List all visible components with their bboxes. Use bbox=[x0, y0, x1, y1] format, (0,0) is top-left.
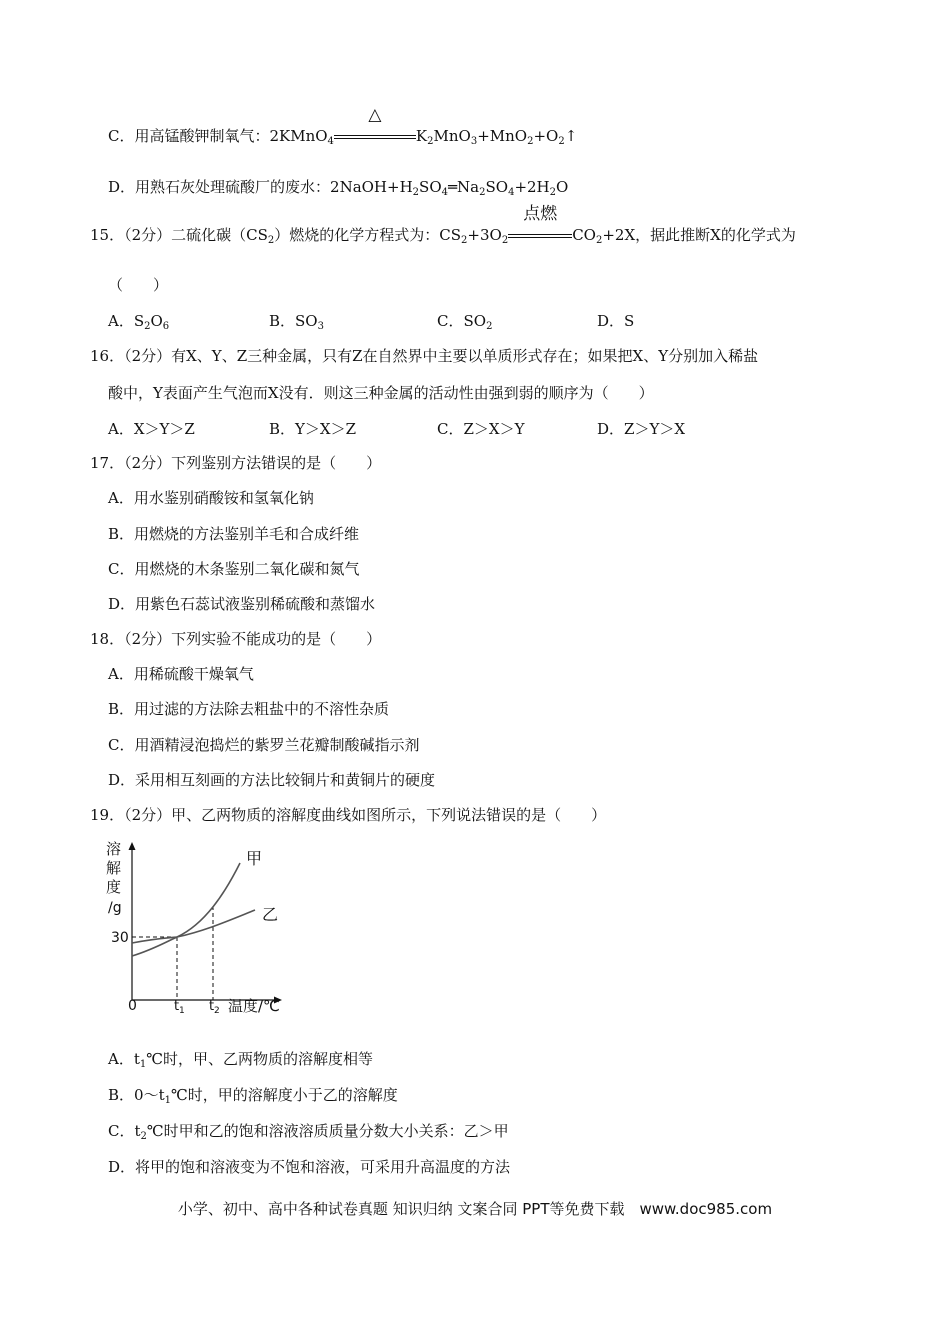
x-tick-t1-sub: 1 bbox=[179, 1006, 185, 1016]
q19-option-a: A．$t_1℃$时，甲、乙两物质的溶解度相等 bbox=[108, 1050, 374, 1070]
q15-stem: 15．（2分）二硫化碳$(CS_2)$燃烧的化学方程式为：$CS_2+3O_2$ 点燃 $CO_2+2X$，据此推断X的化学式为 bbox=[90, 204, 796, 246]
curve-jia bbox=[132, 863, 240, 956]
q18-option-b: B．用过滤的方法除去粗盐中的不溶性杂质 bbox=[108, 700, 390, 718]
q15-option-c: C．$SO_2$ bbox=[437, 312, 493, 332]
curve-label-yi: 乙 bbox=[262, 905, 279, 924]
origin-label: 0 bbox=[128, 998, 137, 1014]
q19-option-b: B．$0\sim t_1℃$时，甲的溶解度小于乙的溶解度 bbox=[108, 1086, 398, 1106]
q14-option-d: D．用熟石灰处理硫酸厂的废水：$2NaOH+H_2SO_4═Na_2SO_4+2H_2O$ bbox=[108, 178, 569, 198]
q17-option-c: C．用燃烧的木条鉴别二氧化碳和氮气 bbox=[108, 560, 360, 578]
q17-option-d: D．用紫色石蕊试液鉴别稀硫酸和蒸馏水 bbox=[108, 595, 376, 613]
gas-arrow-icon: ↑ bbox=[564, 127, 578, 145]
solubility-curve-figure bbox=[100, 838, 300, 1018]
x-tick-t1: t bbox=[174, 999, 180, 1014]
y-axis-label-char3: 度 bbox=[106, 878, 122, 896]
y-axis-label-char2: 解 bbox=[106, 859, 122, 877]
q18-option-c: C．用酒精浸泡捣烂的紫罗兰花瓣制酸碱指示剂 bbox=[108, 736, 420, 754]
y-axis-unit: /g bbox=[108, 900, 122, 916]
q15-option-d: D．S bbox=[597, 312, 635, 330]
q16-option-b: B．Y＞X＞Z bbox=[269, 420, 357, 438]
q19-option-c: C．$t_2℃$时甲和乙的饱和溶液溶质质量分数大小关系：乙＞甲 bbox=[108, 1122, 509, 1142]
x-tick-t2-sub: 2 bbox=[214, 1006, 220, 1016]
solubility-curve-svg bbox=[100, 838, 300, 1018]
y-axis-arrow-icon bbox=[129, 842, 136, 850]
q14-option-c: C．用高锰酸钾制氧气：2KMnO$_4$ △ $K_2MnO_3+MnO_2+O_2↑$ bbox=[108, 105, 578, 147]
heating-triangle-icon: △ bbox=[368, 105, 382, 125]
q18-option-d: D．采用相互刻画的方法比较铜片和黄铜片的硬度 bbox=[108, 771, 436, 789]
q18-stem: 18．（2分）下列实验不能成功的是（ ） bbox=[90, 630, 382, 648]
q16-option-a: A．X＞Y＞Z bbox=[108, 420, 195, 438]
heating-condition-arrow bbox=[334, 105, 416, 143]
q16-option-c: C．Z＞X＞Y bbox=[437, 420, 525, 438]
y-axis-label-char1: 溶 bbox=[106, 840, 122, 858]
q15-option-b: B．$SO_3$ bbox=[269, 312, 324, 332]
q17-option-a: A．用水鉴别硝酸铵和氢氧化钠 bbox=[108, 489, 314, 507]
q19-stem: 19．（2分）甲、乙两物质的溶解度曲线如图所示，下列说法错误的是（ ） bbox=[90, 806, 607, 824]
q17-stem: 17．（2分）下列鉴别方法错误的是（ ） bbox=[90, 454, 382, 472]
x-axis-label: 温度/℃ bbox=[228, 997, 280, 1015]
q15-option-a: A．$S_2O_6$ bbox=[108, 312, 170, 332]
x-tick-t2: t bbox=[209, 999, 215, 1014]
q19-option-d: D．将甲的饱和溶液变为不饱和溶液，可采用升高温度的方法 bbox=[108, 1158, 511, 1176]
y-tick-30: 30 bbox=[111, 930, 129, 946]
q16-option-d: D．Z＞Y＞X bbox=[597, 420, 686, 438]
q17-option-b: B．用燃烧的方法鉴别羊毛和合成纤维 bbox=[108, 525, 360, 543]
q16-stem-line2: 酸中，Y表面产生气泡而X没有．则这三种金属的活动性由强到弱的顺序为（ ） bbox=[108, 384, 654, 402]
q15-answer-paren: （ ） bbox=[108, 276, 169, 294]
curve-label-jia: 甲 bbox=[246, 849, 263, 868]
q16-stem-line1: 16．（2分）有X、Y、Z三种金属，只有Z在自然界中主要以单质形式存在；如果把X、Y分别加入稀盐 bbox=[90, 347, 759, 365]
q18-option-a: A．用稀硫酸干燥氧气 bbox=[108, 665, 254, 683]
page-footer: 小学、初中、高中各种试卷真题 知识归纳 文案合同 PPT等免费下载 www.doc985.com bbox=[177, 1200, 773, 1218]
ignition-condition-arrow: 点燃 bbox=[508, 230, 572, 242]
